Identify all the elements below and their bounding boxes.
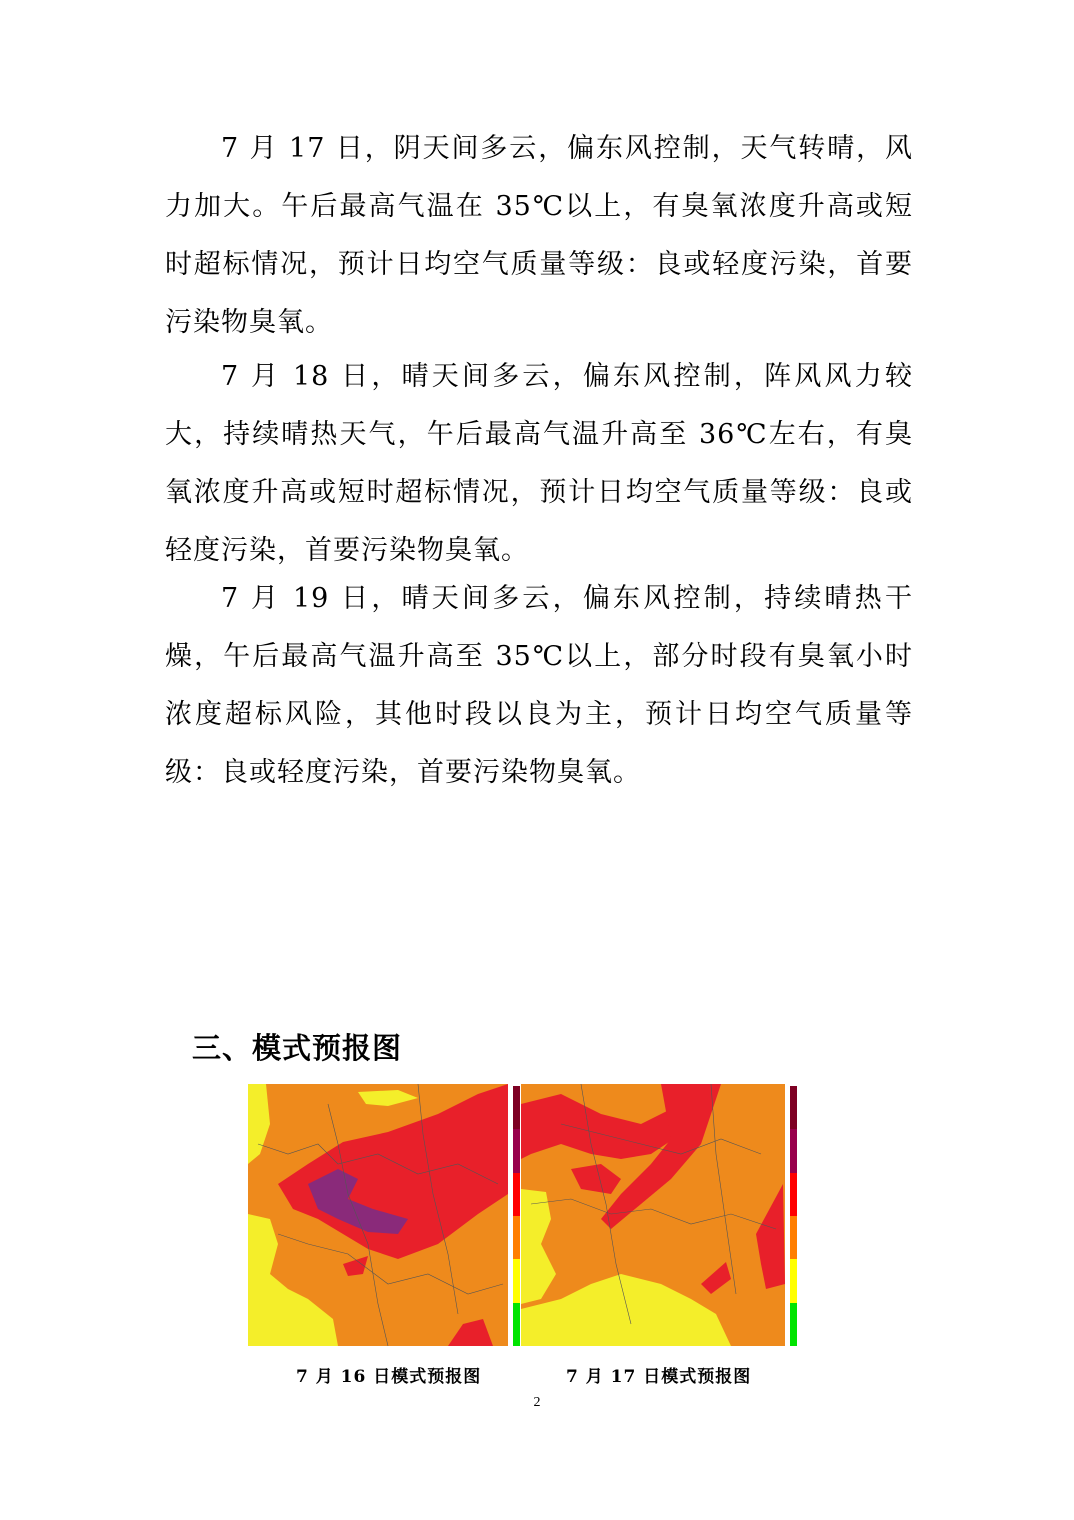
legend-swatch — [513, 1216, 520, 1259]
legend-swatch — [513, 1129, 520, 1172]
figure-caption-jul-17: 7 月 17 日模式预报图 — [566, 1367, 752, 1387]
legend-swatch — [513, 1303, 520, 1346]
legend-swatch — [513, 1173, 520, 1216]
legend-swatch — [790, 1129, 797, 1172]
legend-swatch — [790, 1303, 797, 1346]
forecast-map-jul-16 — [248, 1084, 508, 1346]
legend-swatch — [790, 1086, 797, 1129]
color-legend-jul-16 — [513, 1086, 520, 1346]
section-heading: 三、模式预报图 — [192, 1031, 403, 1065]
figure-caption-jul-16: 7 月 16 日模式预报图 — [296, 1367, 482, 1387]
legend-swatch — [513, 1086, 520, 1129]
paragraph-jul-18: 7 月 18 日，晴天间多云，偏东风控制，阵风风力较大，持续晴热天气，午后最高气温升高至 36℃左右，有臭氧浓度升高或短时超标情况，预计日均空气质量等级：良或轻度污染，首要污染物臭氧。 — [165, 361, 913, 566]
legend-swatch — [513, 1259, 520, 1302]
page-number: 2 — [533, 1395, 541, 1410]
legend-swatch — [790, 1259, 797, 1302]
map-image-jul-17 — [521, 1084, 785, 1346]
map-image-jul-16 — [248, 1084, 508, 1346]
forecast-map-jul-17 — [521, 1084, 785, 1346]
legend-swatch — [790, 1173, 797, 1216]
legend-swatch — [790, 1216, 797, 1259]
color-legend-jul-17 — [790, 1086, 797, 1346]
paragraph-jul-19: 7 月 19 日，晴天间多云，偏东风控制，持续晴热干燥，午后最高气温升高至 35℃以上，部分时段有臭氧小时浓度超标风险，其他时段以良为主，预计日均空气质量等级：良或轻度污染，首要污染物臭氧。 — [165, 583, 913, 788]
paragraph-jul-17: 7 月 17 日，阴天间多云，偏东风控制，天气转晴，风力加大。午后最高气温在 35℃以上，有臭氧浓度升高或短时超标情况，预计日均空气质量等级：良或轻度污染，首要污染物臭氧。 — [165, 133, 913, 338]
